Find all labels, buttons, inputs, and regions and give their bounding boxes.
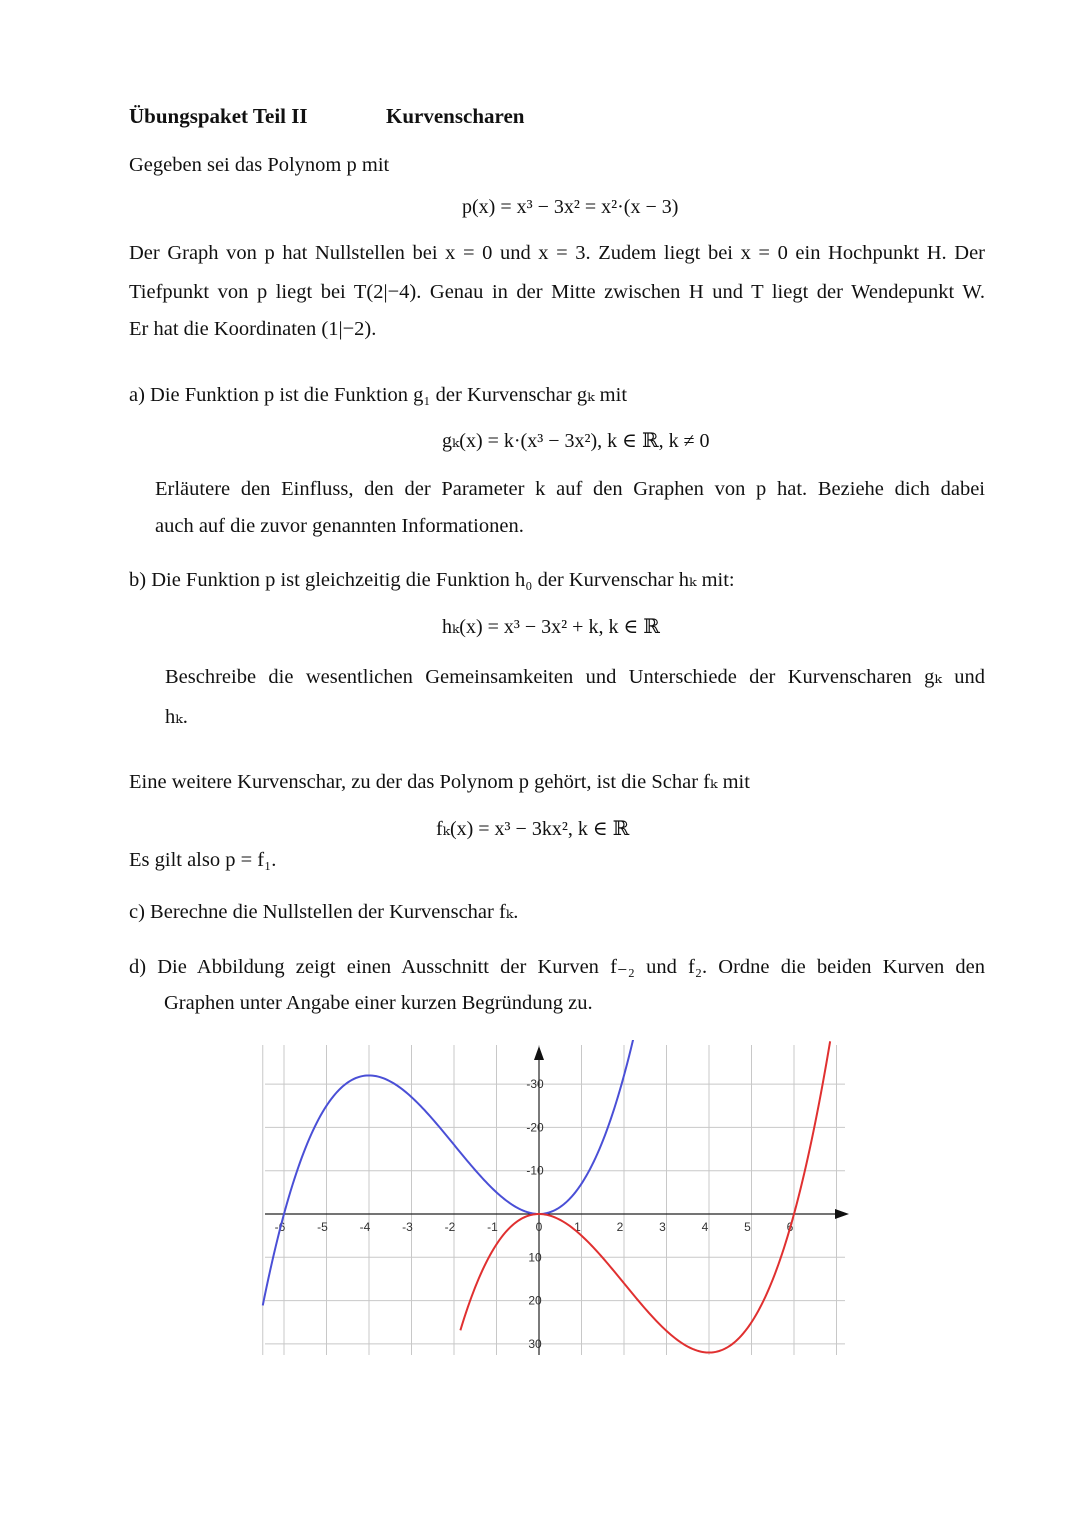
x-axis-arrow	[835, 1209, 849, 1219]
task-b-instruction-2: hₖ.	[165, 706, 188, 728]
y-tick-label: -30	[526, 1077, 544, 1092]
y-tick-label: -20	[526, 1120, 544, 1135]
polynom-formula: p(x) = x³ − 3x² = x²·(x − 3)	[462, 196, 679, 218]
task-b-intro: b) Die Funktion p ist gleichzeitig die Funktion h₀ der Kurvenschar hₖ mit:	[129, 569, 735, 591]
function-graph	[255, 1040, 855, 1360]
x-tick-label: 4	[701, 1220, 709, 1234]
task-d-line-1: d) Die Abbildung zeigt einen Ausschnitt der Kurven f₋₂ und f₂. Ordne die beiden Kurven den	[129, 956, 985, 978]
intro-paragraph-2: Tiefpunkt von p liegt bei T(2|−4). Genau in der Mitte zwischen H und T liegt der Wendepunkt W.	[129, 281, 985, 303]
x-tick-label: -5	[317, 1220, 328, 1234]
header-title: Übungspaket Teil II	[129, 104, 308, 128]
task-a-intro: a) Die Funktion p ist die Funktion g₁ der Kurvenschar gₖ mit	[129, 384, 628, 406]
family-f-intro: Eine weitere Kurvenschar, zu der das Polynom p gehört, ist die Schar fₖ mit	[129, 771, 750, 793]
curve-blue	[263, 1040, 635, 1305]
x-tick-label: -4	[359, 1220, 371, 1234]
x-tick-label: -2	[444, 1220, 456, 1234]
x-tick-label: 0	[535, 1220, 543, 1234]
family-f-note: Es gilt also p = f₁.	[129, 849, 277, 871]
task-b-instruction-1: Beschreibe die wesentlichen Gemeinsamkeiten und Unterschiede der Kurvenscharen gₖ und	[165, 666, 985, 688]
x-tick-label: 1	[574, 1220, 581, 1234]
task-c: c) Berechne die Nullstellen der Kurvenschar fₖ.	[129, 901, 519, 923]
y-tick-label: -10	[526, 1163, 544, 1178]
x-tick-label: -3	[402, 1220, 413, 1234]
intro-paragraph-1: Der Graph von p hat Nullstellen bei x = 0 und x = 3. Zudem liegt bei x = 0 ein Hochpunkt H. Der	[129, 242, 985, 264]
family-f-formula: fₖ(x) = x³ − 3kx², k ∈ ℝ	[436, 818, 630, 840]
task-b-formula: hₖ(x) = x³ − 3x² + k, k ∈ ℝ	[442, 616, 660, 638]
x-tick-label: -6	[274, 1220, 286, 1234]
x-tick-label: -1	[487, 1220, 498, 1234]
task-a-instruction-2: auch auf die zuvor genannten Informationen.	[155, 515, 524, 537]
header-topic: Kurvenscharen	[386, 104, 525, 128]
y-tick-label: 10	[528, 1250, 542, 1265]
intro-paragraph-3: Er hat die Koordinaten (1|−2).	[129, 318, 377, 340]
intro-line: Gegeben sei das Polynom p mit	[129, 154, 390, 176]
task-d-line-2: Graphen unter Angabe einer kurzen Begründung zu.	[164, 992, 593, 1014]
y-tick-label: 20	[528, 1293, 542, 1308]
x-tick-label: 5	[744, 1220, 751, 1234]
task-a-instruction-1: Erläutere den Einfluss, den der Parameter k auf den Graphen von p hat. Beziehe dich dabei	[155, 478, 985, 500]
curve-red	[460, 1041, 830, 1352]
y-axis-arrow	[534, 1046, 544, 1060]
x-tick-label: 3	[659, 1220, 666, 1234]
task-a-formula: gₖ(x) = k·(x³ − 3x²), k ∈ ℝ, k ≠ 0	[442, 430, 710, 452]
x-tick-label: 2	[616, 1220, 624, 1234]
y-tick-label: 30	[528, 1336, 542, 1351]
x-tick-label: 6	[786, 1220, 794, 1234]
